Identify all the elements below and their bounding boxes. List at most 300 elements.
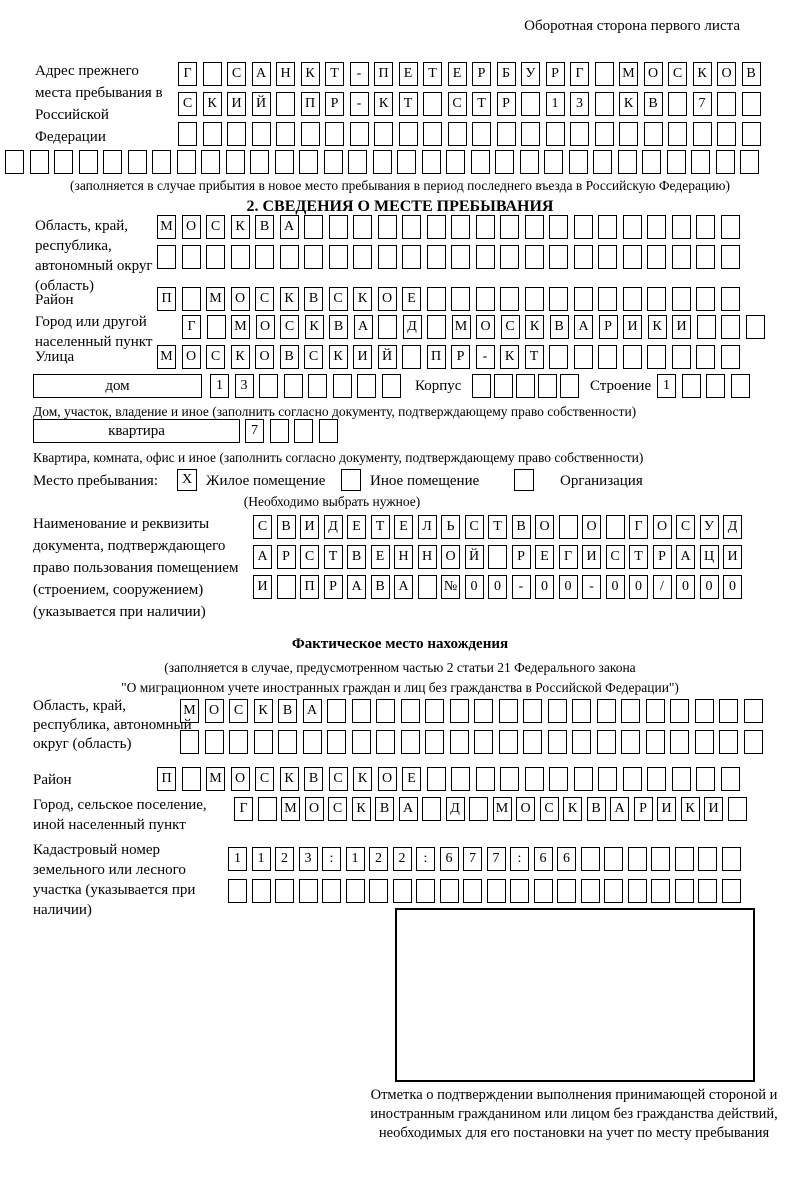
char-cell[interactable]: [549, 345, 568, 369]
char-cell[interactable]: [716, 150, 735, 174]
char-cell[interactable]: 0: [700, 575, 719, 599]
checkbox-organizaciya[interactable]: [514, 469, 534, 491]
char-cell[interactable]: [746, 315, 765, 339]
char-cell[interactable]: [604, 847, 623, 871]
char-cell[interactable]: В: [280, 345, 299, 369]
char-cell[interactable]: В: [512, 515, 531, 539]
char-cell[interactable]: А: [676, 545, 695, 569]
char-cell[interactable]: Е: [402, 287, 421, 311]
char-cell[interactable]: [275, 150, 294, 174]
char-cell[interactable]: К: [353, 767, 372, 791]
char-cell[interactable]: М: [231, 315, 250, 339]
char-cell[interactable]: [299, 879, 318, 903]
char-cell[interactable]: [416, 879, 435, 903]
char-cell[interactable]: :: [322, 847, 341, 871]
checkbox-inoe[interactable]: [341, 469, 361, 491]
char-cell[interactable]: П: [301, 92, 320, 116]
document-row-2[interactable]: [253, 545, 742, 569]
char-cell[interactable]: П: [300, 575, 319, 599]
char-cell[interactable]: [525, 767, 544, 791]
char-cell[interactable]: [350, 122, 369, 146]
char-cell[interactable]: А: [610, 797, 629, 821]
char-cell[interactable]: [672, 345, 691, 369]
char-cell[interactable]: [472, 374, 491, 398]
char-cell[interactable]: [427, 245, 446, 269]
char-cell[interactable]: [327, 730, 346, 754]
char-cell[interactable]: В: [347, 545, 366, 569]
char-cell[interactable]: [451, 767, 470, 791]
char-cell[interactable]: [448, 122, 467, 146]
char-cell[interactable]: [672, 767, 691, 791]
char-cell[interactable]: [422, 150, 441, 174]
char-cell[interactable]: [376, 730, 395, 754]
char-cell[interactable]: [598, 287, 617, 311]
char-cell[interactable]: [373, 150, 392, 174]
char-cell[interactable]: [229, 730, 248, 754]
char-cell[interactable]: [278, 730, 297, 754]
char-cell[interactable]: [642, 150, 661, 174]
char-cell[interactable]: А: [253, 545, 272, 569]
char-cell[interactable]: [423, 92, 442, 116]
char-cell[interactable]: [250, 150, 269, 174]
char-cell[interactable]: [520, 150, 539, 174]
char-cell[interactable]: [231, 245, 250, 269]
char-cell[interactable]: [682, 374, 701, 398]
char-cell[interactable]: [270, 419, 289, 443]
char-cell[interactable]: [574, 287, 593, 311]
char-cell[interactable]: [742, 92, 761, 116]
char-cell[interactable]: И: [657, 797, 676, 821]
char-cell[interactable]: [450, 699, 469, 723]
char-cell[interactable]: [672, 245, 691, 269]
char-cell[interactable]: 0: [606, 575, 625, 599]
char-cell[interactable]: [695, 730, 714, 754]
char-cell[interactable]: П: [427, 345, 446, 369]
char-cell[interactable]: [304, 215, 323, 239]
char-cell[interactable]: Р: [497, 92, 516, 116]
char-cell[interactable]: Е: [371, 545, 390, 569]
actual-region-row-1[interactable]: [180, 699, 763, 723]
char-cell[interactable]: [668, 122, 687, 146]
char-cell[interactable]: О: [644, 62, 663, 86]
char-cell[interactable]: Д: [723, 515, 742, 539]
char-cell[interactable]: [397, 150, 416, 174]
char-cell[interactable]: К: [231, 215, 250, 239]
char-cell[interactable]: [280, 245, 299, 269]
char-cell[interactable]: [401, 730, 420, 754]
actual-district-row[interactable]: [157, 767, 740, 791]
char-cell[interactable]: С: [465, 515, 484, 539]
char-cell[interactable]: И: [623, 315, 642, 339]
char-cell[interactable]: О: [582, 515, 601, 539]
prev-address-row-1[interactable]: [178, 62, 761, 86]
char-cell[interactable]: [471, 150, 490, 174]
char-cell[interactable]: [672, 287, 691, 311]
char-cell[interactable]: [569, 150, 588, 174]
char-cell[interactable]: 7: [245, 419, 264, 443]
char-cell[interactable]: С: [227, 62, 246, 86]
char-cell[interactable]: Г: [629, 515, 648, 539]
char-cell[interactable]: В: [742, 62, 761, 86]
char-cell[interactable]: Г: [234, 797, 253, 821]
char-cell[interactable]: [352, 730, 371, 754]
char-cell[interactable]: [544, 150, 563, 174]
char-cell[interactable]: В: [277, 515, 296, 539]
char-cell[interactable]: В: [587, 797, 606, 821]
char-cell[interactable]: [670, 730, 689, 754]
char-cell[interactable]: [476, 215, 495, 239]
document-row-3[interactable]: [253, 575, 742, 599]
char-cell[interactable]: 1: [546, 92, 565, 116]
char-cell[interactable]: Г: [182, 315, 201, 339]
char-cell[interactable]: [182, 287, 201, 311]
char-cell[interactable]: [572, 730, 591, 754]
char-cell[interactable]: :: [510, 847, 529, 871]
char-cell[interactable]: И: [723, 545, 742, 569]
char-cell[interactable]: [619, 122, 638, 146]
cadastral-row-1[interactable]: [228, 847, 741, 871]
char-cell[interactable]: Т: [399, 92, 418, 116]
char-cell[interactable]: [500, 287, 519, 311]
char-cell[interactable]: М: [493, 797, 512, 821]
char-cell[interactable]: /: [653, 575, 672, 599]
char-cell[interactable]: И: [582, 545, 601, 569]
char-cell[interactable]: [5, 150, 24, 174]
char-cell[interactable]: Г: [559, 545, 578, 569]
char-cell[interactable]: 3: [299, 847, 318, 871]
char-cell[interactable]: [623, 345, 642, 369]
char-cell[interactable]: [327, 699, 346, 723]
char-cell[interactable]: [423, 122, 442, 146]
char-cell[interactable]: Е: [402, 767, 421, 791]
region-row-2[interactable]: [157, 245, 740, 269]
char-cell[interactable]: [721, 287, 740, 311]
char-cell[interactable]: [346, 879, 365, 903]
char-cell[interactable]: О: [205, 699, 224, 723]
char-cell[interactable]: К: [619, 92, 638, 116]
char-cell[interactable]: 7: [487, 847, 506, 871]
char-cell[interactable]: [581, 847, 600, 871]
char-cell[interactable]: [427, 315, 446, 339]
char-cell[interactable]: [623, 245, 642, 269]
char-cell[interactable]: Г: [570, 62, 589, 86]
char-cell[interactable]: [521, 122, 540, 146]
char-cell[interactable]: [469, 797, 488, 821]
char-cell[interactable]: [647, 345, 666, 369]
char-cell[interactable]: -: [350, 92, 369, 116]
char-cell[interactable]: В: [550, 315, 569, 339]
street-row[interactable]: [157, 345, 740, 369]
char-cell[interactable]: [425, 730, 444, 754]
char-cell[interactable]: [418, 575, 437, 599]
house-number-cells[interactable]: [210, 374, 401, 398]
char-cell[interactable]: Р: [451, 345, 470, 369]
char-cell[interactable]: [598, 767, 617, 791]
char-cell[interactable]: [597, 699, 616, 723]
char-cell[interactable]: [494, 374, 513, 398]
char-cell[interactable]: [322, 879, 341, 903]
char-cell[interactable]: [353, 245, 372, 269]
char-cell[interactable]: [474, 730, 493, 754]
char-cell[interactable]: [228, 879, 247, 903]
cadastral-row-2[interactable]: [228, 879, 741, 903]
char-cell[interactable]: [521, 92, 540, 116]
char-cell[interactable]: 0: [465, 575, 484, 599]
char-cell[interactable]: 0: [488, 575, 507, 599]
char-cell[interactable]: 0: [559, 575, 578, 599]
char-cell[interactable]: [301, 122, 320, 146]
char-cell[interactable]: О: [516, 797, 535, 821]
char-cell[interactable]: [451, 245, 470, 269]
char-cell[interactable]: Ь: [441, 515, 460, 539]
char-cell[interactable]: Р: [599, 315, 618, 339]
char-cell[interactable]: О: [476, 315, 495, 339]
char-cell[interactable]: [294, 419, 313, 443]
char-cell[interactable]: [691, 150, 710, 174]
char-cell[interactable]: [721, 345, 740, 369]
char-cell[interactable]: [348, 150, 367, 174]
char-cell[interactable]: Т: [472, 92, 491, 116]
char-cell[interactable]: [719, 730, 738, 754]
char-cell[interactable]: Б: [497, 62, 516, 86]
char-cell[interactable]: 7: [463, 847, 482, 871]
char-cell[interactable]: Ц: [700, 545, 719, 569]
char-cell[interactable]: [525, 245, 544, 269]
char-cell[interactable]: [675, 879, 694, 903]
char-cell[interactable]: [693, 122, 712, 146]
char-cell[interactable]: 1: [210, 374, 229, 398]
char-cell[interactable]: [54, 150, 73, 174]
char-cell[interactable]: [696, 215, 715, 239]
char-cell[interactable]: [284, 374, 303, 398]
char-cell[interactable]: [706, 374, 725, 398]
prev-address-row-2[interactable]: [178, 92, 761, 116]
char-cell[interactable]: [252, 879, 271, 903]
char-cell[interactable]: Й: [252, 92, 271, 116]
char-cell[interactable]: [549, 767, 568, 791]
char-cell[interactable]: 1: [228, 847, 247, 871]
char-cell[interactable]: М: [157, 345, 176, 369]
char-cell[interactable]: А: [574, 315, 593, 339]
char-cell[interactable]: -: [582, 575, 601, 599]
char-cell[interactable]: К: [305, 315, 324, 339]
char-cell[interactable]: 1: [346, 847, 365, 871]
char-cell[interactable]: [203, 122, 222, 146]
char-cell[interactable]: О: [182, 345, 201, 369]
char-cell[interactable]: [374, 122, 393, 146]
char-cell[interactable]: М: [452, 315, 471, 339]
char-cell[interactable]: [595, 122, 614, 146]
char-cell[interactable]: [304, 245, 323, 269]
char-cell[interactable]: [180, 730, 199, 754]
char-cell[interactable]: И: [253, 575, 272, 599]
char-cell[interactable]: И: [353, 345, 372, 369]
char-cell[interactable]: К: [301, 62, 320, 86]
char-cell[interactable]: [308, 374, 327, 398]
char-cell[interactable]: [560, 374, 579, 398]
char-cell[interactable]: [574, 215, 593, 239]
document-row-1[interactable]: [253, 515, 742, 539]
char-cell[interactable]: К: [563, 797, 582, 821]
char-cell[interactable]: [672, 215, 691, 239]
char-cell[interactable]: [697, 315, 716, 339]
char-cell[interactable]: Д: [324, 515, 343, 539]
char-cell[interactable]: 0: [535, 575, 554, 599]
char-cell[interactable]: [382, 374, 401, 398]
char-cell[interactable]: О: [182, 215, 201, 239]
char-cell[interactable]: В: [304, 287, 323, 311]
char-cell[interactable]: С: [448, 92, 467, 116]
korpus-cells[interactable]: [472, 374, 579, 398]
char-cell[interactable]: [598, 345, 617, 369]
char-cell[interactable]: Т: [423, 62, 442, 86]
char-cell[interactable]: [378, 315, 397, 339]
char-cell[interactable]: [744, 699, 763, 723]
char-cell[interactable]: [103, 150, 122, 174]
char-cell[interactable]: [593, 150, 612, 174]
char-cell[interactable]: Н: [418, 545, 437, 569]
char-cell[interactable]: Р: [653, 545, 672, 569]
char-cell[interactable]: С: [606, 545, 625, 569]
char-cell[interactable]: С: [253, 515, 272, 539]
char-cell[interactable]: Н: [276, 62, 295, 86]
char-cell[interactable]: [721, 245, 740, 269]
char-cell[interactable]: П: [157, 767, 176, 791]
char-cell[interactable]: [647, 767, 666, 791]
char-cell[interactable]: [277, 575, 296, 599]
char-cell[interactable]: [647, 287, 666, 311]
char-cell[interactable]: О: [717, 62, 736, 86]
char-cell[interactable]: Т: [324, 545, 343, 569]
char-cell[interactable]: [401, 699, 420, 723]
char-cell[interactable]: [525, 287, 544, 311]
char-cell[interactable]: К: [352, 797, 371, 821]
char-cell[interactable]: Е: [448, 62, 467, 86]
char-cell[interactable]: [574, 345, 593, 369]
char-cell[interactable]: [79, 150, 98, 174]
char-cell[interactable]: [548, 730, 567, 754]
char-cell[interactable]: [451, 287, 470, 311]
char-cell[interactable]: М: [180, 699, 199, 723]
char-cell[interactable]: [30, 150, 49, 174]
char-cell[interactable]: И: [227, 92, 246, 116]
char-cell[interactable]: [606, 515, 625, 539]
char-cell[interactable]: Н: [394, 545, 413, 569]
char-cell[interactable]: [740, 150, 759, 174]
char-cell[interactable]: [446, 150, 465, 174]
apartment-type-box[interactable]: квартира: [33, 419, 240, 443]
char-cell[interactable]: [675, 847, 694, 871]
char-cell[interactable]: [719, 699, 738, 723]
char-cell[interactable]: [378, 215, 397, 239]
char-cell[interactable]: [476, 287, 495, 311]
char-cell[interactable]: [722, 847, 741, 871]
char-cell[interactable]: [549, 215, 568, 239]
char-cell[interactable]: С: [229, 699, 248, 723]
char-cell[interactable]: К: [254, 699, 273, 723]
char-cell[interactable]: [376, 699, 395, 723]
char-cell[interactable]: 3: [235, 374, 254, 398]
char-cell[interactable]: С: [178, 92, 197, 116]
char-cell[interactable]: Е: [535, 545, 554, 569]
char-cell[interactable]: 0: [676, 575, 695, 599]
char-cell[interactable]: Д: [446, 797, 465, 821]
char-cell[interactable]: [488, 545, 507, 569]
char-cell[interactable]: [402, 245, 421, 269]
char-cell[interactable]: Р: [512, 545, 531, 569]
char-cell[interactable]: [628, 879, 647, 903]
char-cell[interactable]: А: [394, 575, 413, 599]
char-cell[interactable]: [516, 374, 535, 398]
char-cell[interactable]: К: [329, 345, 348, 369]
char-cell[interactable]: [427, 287, 446, 311]
char-cell[interactable]: [378, 245, 397, 269]
apartment-number-cells[interactable]: [245, 419, 338, 443]
char-cell[interactable]: 2: [275, 847, 294, 871]
char-cell[interactable]: [623, 215, 642, 239]
char-cell[interactable]: 1: [657, 374, 676, 398]
char-cell[interactable]: [499, 730, 518, 754]
char-cell[interactable]: [696, 345, 715, 369]
char-cell[interactable]: [618, 150, 637, 174]
char-cell[interactable]: [668, 92, 687, 116]
actual-city-row[interactable]: [234, 797, 747, 821]
char-cell[interactable]: [399, 122, 418, 146]
char-cell[interactable]: Е: [399, 62, 418, 86]
house-type-box[interactable]: дом: [33, 374, 202, 398]
char-cell[interactable]: [557, 879, 576, 903]
char-cell[interactable]: [728, 797, 747, 821]
char-cell[interactable]: -: [350, 62, 369, 86]
char-cell[interactable]: Г: [178, 62, 197, 86]
char-cell[interactable]: О: [231, 287, 250, 311]
char-cell[interactable]: М: [206, 767, 225, 791]
char-cell[interactable]: [203, 62, 222, 86]
char-cell[interactable]: [523, 730, 542, 754]
char-cell[interactable]: [427, 215, 446, 239]
char-cell[interactable]: [333, 374, 352, 398]
char-cell[interactable]: К: [500, 345, 519, 369]
char-cell[interactable]: [393, 879, 412, 903]
region-row-1[interactable]: [157, 215, 740, 239]
actual-region-row-2[interactable]: [180, 730, 763, 754]
char-cell[interactable]: [226, 150, 245, 174]
prev-address-row-3[interactable]: [178, 122, 761, 146]
stroenie-cells[interactable]: [657, 374, 750, 398]
char-cell[interactable]: О: [441, 545, 460, 569]
char-cell[interactable]: С: [676, 515, 695, 539]
char-cell[interactable]: О: [378, 767, 397, 791]
char-cell[interactable]: [538, 374, 557, 398]
char-cell[interactable]: С: [206, 215, 225, 239]
char-cell[interactable]: [731, 374, 750, 398]
char-cell[interactable]: [696, 287, 715, 311]
char-cell[interactable]: -: [476, 345, 495, 369]
char-cell[interactable]: У: [700, 515, 719, 539]
prev-address-row-4[interactable]: [5, 150, 759, 174]
char-cell[interactable]: В: [375, 797, 394, 821]
char-cell[interactable]: В: [255, 215, 274, 239]
char-cell[interactable]: Е: [394, 515, 413, 539]
char-cell[interactable]: У: [521, 62, 540, 86]
char-cell[interactable]: А: [280, 215, 299, 239]
char-cell[interactable]: [597, 730, 616, 754]
char-cell[interactable]: [157, 245, 176, 269]
char-cell[interactable]: [595, 92, 614, 116]
char-cell[interactable]: В: [644, 92, 663, 116]
char-cell[interactable]: К: [525, 315, 544, 339]
char-cell[interactable]: Р: [324, 575, 343, 599]
